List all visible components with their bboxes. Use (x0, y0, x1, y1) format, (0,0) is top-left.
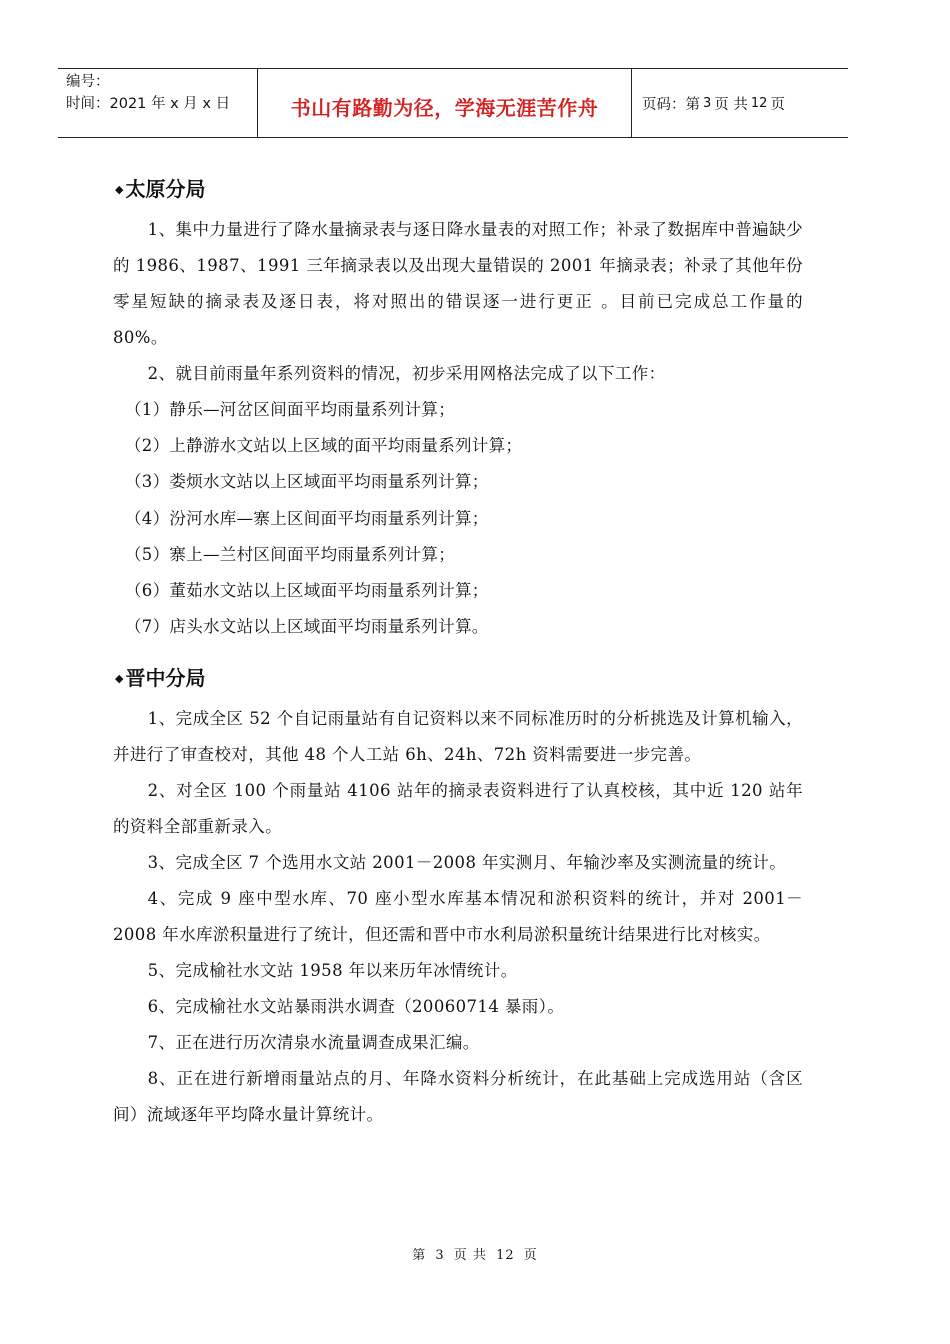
section-title-text: 太原分局 (125, 177, 206, 201)
header-meta (58, 69, 258, 137)
page-current: 3 (703, 95, 712, 111)
page-footer (0, 1244, 950, 1263)
list-item: （4）汾河水库—寨上区间面平均雨量系列计算； (125, 508, 489, 528)
page-label-mid: 页 共 (714, 96, 748, 113)
document-body (113, 172, 803, 1133)
footer-mid: 页 共 (453, 1248, 487, 1263)
paragraph: 7、正在进行历次清泉水流量调查成果汇编。 (147, 1033, 480, 1053)
header-page-info (632, 69, 848, 137)
diamond-bullet-icon: ◆ (115, 672, 124, 686)
list-item: （7）店头水文站以上区域面平均雨量系列计算。 (125, 617, 489, 637)
footer-page-current: 3 (435, 1248, 445, 1263)
diamond-bullet-icon: ◆ (115, 183, 124, 196)
paragraph: 4、完成 9 座中型水库、70 座小型水库基本情况和淤积资料的统计，并对 2001－2008 年水库淤积量进行了统计，但还需和晋中市水利局淤积量统计结果进行比对核实。 (113, 889, 803, 945)
paragraph: 5、完成榆社水文站 1958 年以来历年冰情统计。 (147, 961, 518, 981)
time-label: 时间：2021 年 x 月 x 日 (66, 96, 231, 112)
serial-label: 编号： (66, 74, 110, 90)
page-header (58, 68, 848, 138)
list-item: （5）寨上—兰村区间面平均雨量系列计算； (125, 544, 455, 564)
list-item: （1）静乐—河岔区间面平均雨量系列计算； (125, 400, 455, 419)
list-item: （2）上静游水文站以上区域的面平均雨量系列计算； (125, 436, 523, 456)
footer-page-total: 12 (496, 1248, 515, 1263)
section-title-text: 晋中分局 (125, 666, 206, 691)
motto: 书山有路勤为径，学海无涯苦作舟 (290, 95, 599, 120)
list-item: （3）娄烦水文站以上区域面平均雨量系列计算； (125, 472, 489, 492)
paragraph: 2、对全区 100 个雨量站 4106 站年的摘录表资料进行了认真校核，其中近 120 站年的资料全部重新录入。 (113, 781, 803, 837)
footer-prefix: 第 (412, 1248, 427, 1263)
page-total: 12 (750, 95, 768, 111)
page-label-suffix: 页 (770, 96, 785, 113)
paragraph: 2、就目前雨量年系列资料的情况，初步采用网格法完成了以下工作： (147, 364, 666, 383)
section-title (115, 172, 803, 206)
paragraph: 1、完成全区 52 个自记雨量站有自记资料以来不同标准历时的分析挑选及计算机输入，并进行了审查校对，其他 48 个人工站 6h、24h、72h 资料需要进一步完善。 (113, 709, 803, 765)
paragraph: 3、完成全区 7 个选用水文站 2001－2008 年实测月、年输沙率及实测流量的统计。 (147, 853, 787, 873)
page-label-prefix: 页码：第 (642, 96, 700, 113)
section-title (115, 661, 803, 695)
paragraph: 6、完成榆社水文站暴雨洪水调查（20060714 暴雨）。 (147, 997, 565, 1017)
header-motto-cell (258, 69, 632, 137)
paragraph: 1、集中力量进行了降水量摘录表与逐日降水量表的对照工作；补录了数据库中普遍缺少的 1986、1987、1991 三年摘录表以及出现大量错误的 2001 年摘录表；补录了其他年份零星短缺的摘录表及逐日表，将对照出的错误逐一进行更正 。目前已完成总工作量的 80%。 (113, 220, 803, 347)
list-item: （6）董茹水文站以上区域面平均雨量系列计算； (125, 581, 489, 601)
footer-suffix: 页 (523, 1248, 538, 1263)
paragraph: 8、正在进行新增雨量站点的月、年降水资料分析统计，在此基础上完成选用站（含区间）流域逐年平均降水量计算统计。 (113, 1069, 803, 1125)
